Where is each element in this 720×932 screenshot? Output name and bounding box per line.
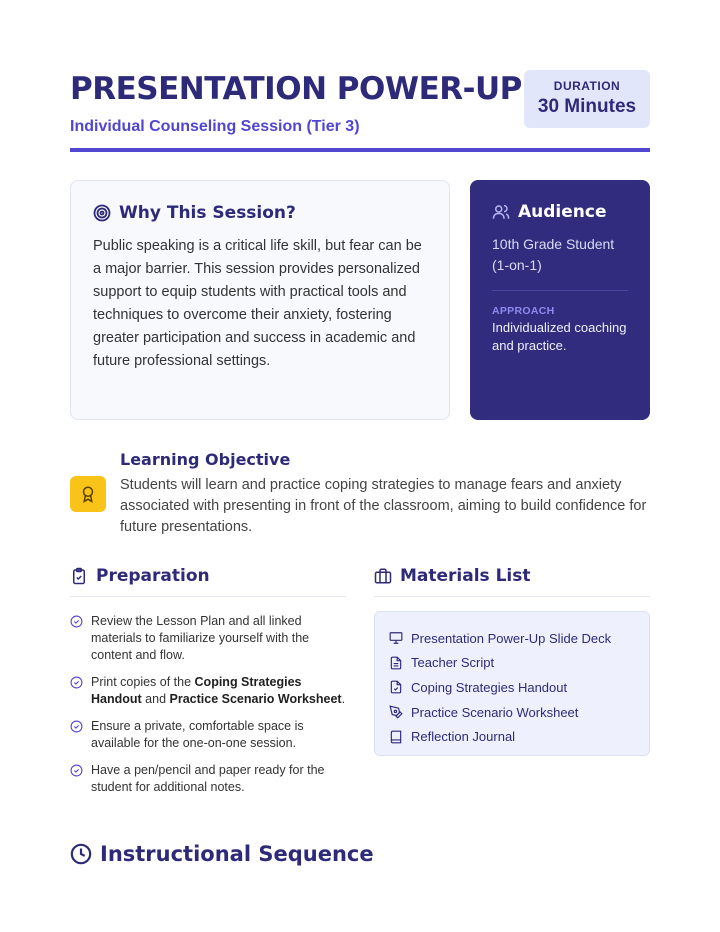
audience-heading: [492, 202, 628, 222]
audience-title: Audience: [518, 202, 607, 222]
file-check-icon: [389, 680, 403, 694]
material-label: Coping Strategies Handout: [411, 679, 568, 695]
audience-card: [470, 180, 650, 420]
page-title: PRESENTATION POWER-UP: [70, 71, 522, 107]
approach-label: APPROACH: [492, 305, 555, 317]
list-item-text: Ensure a private, comfortable space is available for the one-on-one session.: [91, 719, 304, 750]
list-item: [70, 762, 346, 796]
material-label: Teacher Script: [411, 655, 495, 671]
material-item[interactable]: [389, 724, 635, 749]
materials-section: [374, 566, 650, 756]
clock-icon: [70, 843, 92, 865]
check-circle-icon: [70, 676, 83, 689]
objective-title: Learning Objective: [120, 450, 291, 469]
list-item: [70, 613, 346, 664]
award-icon-badge: [70, 476, 106, 512]
why-session-text: Public speaking is a critical life skill, but fear can be a major barrier. This session provides personalized support to equip students with practical tools and techniques to overcome their anxiety, fostering greater participation and success in academic and future professional settings.: [93, 238, 422, 369]
page-subtitle: Individual Counseling Session (Tier 3): [70, 118, 360, 135]
check-circle-icon: [70, 720, 83, 733]
why-session-heading: [93, 203, 427, 223]
users-icon: [492, 203, 510, 221]
preparation-divider: [70, 596, 346, 597]
why-session-card: [70, 180, 450, 420]
list-item: [70, 674, 346, 708]
audience-value: 10th Grade Student (1-on-1): [492, 236, 615, 273]
materials-list: [374, 611, 650, 756]
duration-value: 30 Minutes: [537, 96, 637, 117]
preparation-heading: [70, 566, 346, 586]
clipboard-check-icon: [70, 567, 88, 585]
material-label: Reflection Journal: [411, 729, 516, 745]
approach-text: Individualized coaching and practice.: [492, 320, 627, 353]
materials-divider: [374, 596, 650, 597]
file-text-icon: [389, 656, 403, 670]
bold-text: Practice Scenario Worksheet: [169, 692, 342, 706]
materials-title: Materials List: [400, 566, 531, 586]
instructional-sequence-title: Instructional Sequence: [100, 842, 374, 866]
target-icon: [93, 204, 111, 222]
why-session-title: Why This Session?: [119, 203, 296, 223]
presentation-icon: [389, 631, 403, 645]
material-label: Practice Scenario Worksheet: [411, 704, 579, 720]
preparation-list: [70, 613, 346, 796]
pen-tool-icon: [389, 705, 403, 719]
header: [70, 70, 650, 136]
material-item[interactable]: [389, 651, 635, 676]
materials-heading: [374, 566, 650, 586]
duration-badge: [524, 70, 650, 128]
check-circle-icon: [70, 764, 83, 777]
check-circle-icon: [70, 615, 83, 628]
list-item-text: Have a pen/pencil and paper ready for the student for additional notes.: [91, 763, 325, 794]
audience-divider: [492, 290, 628, 291]
preparation-title: Preparation: [96, 566, 210, 586]
learning-objective: [70, 450, 650, 538]
bold-text: Coping Strategies Handout: [91, 675, 302, 706]
instructional-sequence-heading: [70, 842, 374, 866]
list-item-text: Print copies of the Coping Strategies Handout and Practice Scenario Worksheet.: [91, 675, 346, 706]
list-item: [70, 718, 346, 752]
material-label: Presentation Power-Up Slide Deck: [411, 630, 612, 646]
book-icon: [389, 730, 403, 744]
duration-label: DURATION: [553, 79, 621, 93]
preparation-section: [70, 566, 346, 806]
list-item-text: Review the Lesson Plan and all linked materials to familiarize yourself with the content and flow.: [91, 614, 310, 662]
material-item[interactable]: [389, 675, 635, 700]
award-icon: [79, 485, 97, 503]
material-item[interactable]: [389, 700, 635, 725]
header-divider: [70, 148, 650, 152]
briefcase-icon: [374, 567, 392, 585]
objective-text: Students will learn and practice coping strategies to manage fears and anxiety associated with presenting in front of the classroom, aiming to build confidence for future presentations.: [120, 477, 647, 535]
material-item[interactable]: [389, 626, 635, 651]
